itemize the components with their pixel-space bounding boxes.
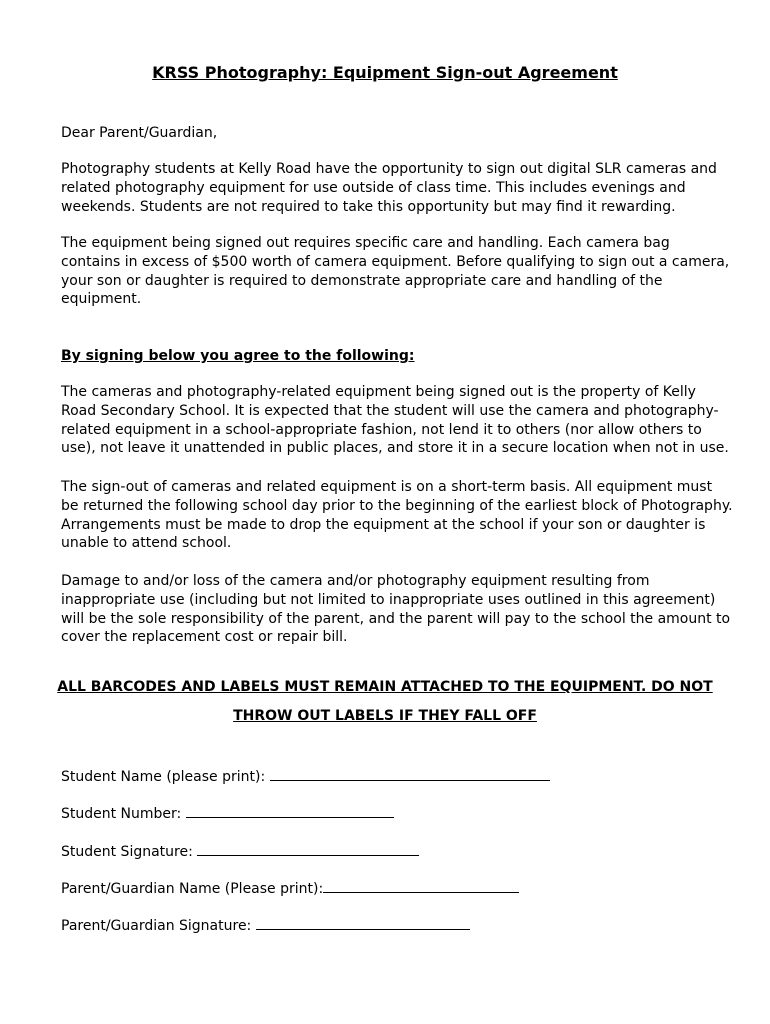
student-number-line[interactable] [186,802,394,818]
parent-signature-field[interactable] [61,914,470,934]
term-property: The cameras and photography-related equipment being signed out is the property of Kelly Road Secondary School. It is expected that the student will use the camera and photography-related equipment in a school-appropriate fashion, not lend it to others (nor allow others to use), not leave it unattended in public places, and store it in a secure location when not in use. [61,384,729,457]
student-number-label: Student Number: [61,806,186,822]
student-name-field[interactable] [61,765,550,785]
parent-name-field[interactable] [61,877,519,897]
parent-name-line[interactable] [323,877,519,893]
barcode-notice-line-1: ALL BARCODES AND LABELS MUST REMAIN ATTACHED TO THE EQUIPMENT. DO NOT [57,679,713,695]
agreement-heading: By signing below you agree to the following: [61,348,415,364]
document-title: KRSS Photography: Equipment Sign-out Agreement [152,63,618,82]
parent-name-label: Parent/Guardian Name (Please print): [61,881,324,897]
parent-signature-line[interactable] [256,914,470,930]
student-signature-line[interactable] [197,840,419,856]
intro-paragraph-1: Photography students at Kelly Road have the opportunity to sign out digital SLR cameras and related photography equipment for use outside of class time. This includes evenings and weekends. Students are not required to take this opportunity but may find it rewarding. [61,161,717,215]
student-name-line[interactable] [270,765,550,781]
term-short-term: The sign-out of cameras and related equipment is on a short-term basis. All equipment must be returned the following school day prior to the beginning of the earliest block of Photography. Arrangements must be made to drop the equipment at the school if your son or daughter is unable to attend school. [61,479,733,552]
student-number-field[interactable] [61,802,394,822]
parent-signature-label: Parent/Guardian Signature: [61,918,256,934]
student-name-label: Student Name (please print): [61,769,270,785]
student-signature-field[interactable] [61,840,419,860]
student-signature-label: Student Signature: [61,844,198,860]
barcode-notice-line-2: THROW OUT LABELS IF THEY FALL OFF [233,708,537,724]
intro-paragraph-2: The equipment being signed out requires specific care and handling. Each camera bag contains in excess of $500 worth of camera equipment. Before qualifying to sign out a camera, your son or daughter is required to demonstrate appropriate care and handling of the equipment. [61,235,730,308]
salutation: Dear Parent/Guardian, [61,125,218,141]
term-damage: Damage to and/or loss of the camera and/or photography equipment resulting from inappropriate use (including but not limited to inappropriate uses outlined in this agreement) will be the sole responsibility of the parent, and the parent will pay to the school the amount to cover the replacement cost or repair bill. [61,573,731,646]
